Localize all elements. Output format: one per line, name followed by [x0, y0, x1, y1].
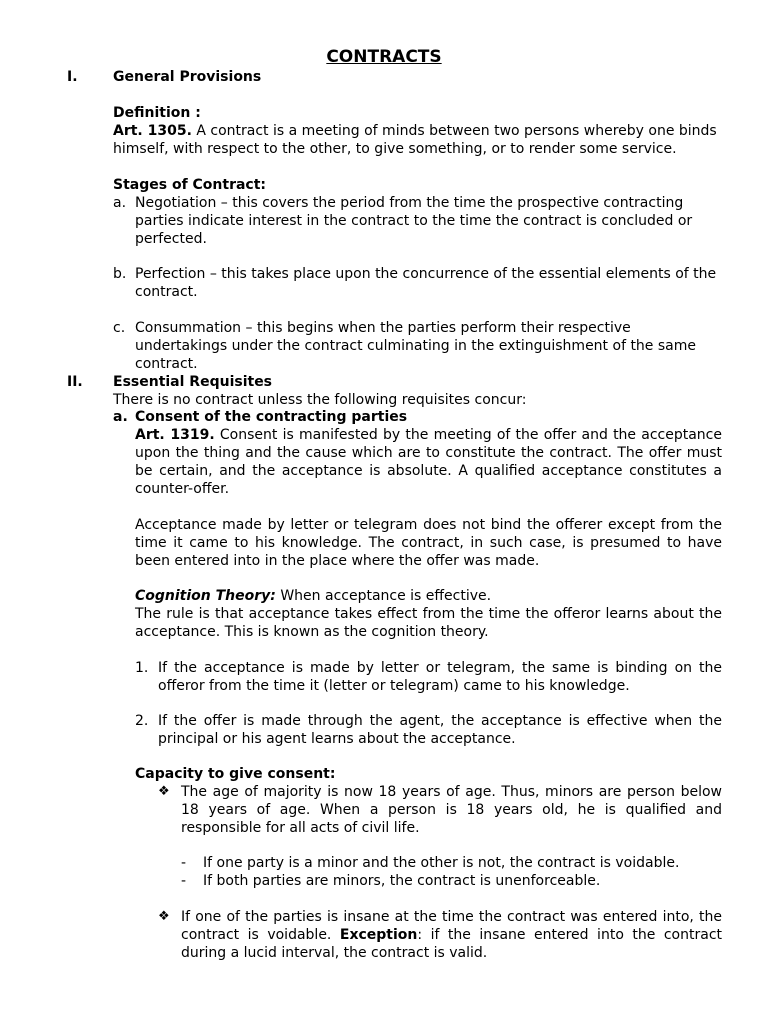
- bullet-2-text: [181, 908, 722, 962]
- exception-label: Exception: [339, 927, 418, 943]
- item-a-label: Consent of the contracting parties: [135, 409, 408, 425]
- dash-1-marker: -: [181, 855, 187, 871]
- section-1-heading: General Provisions: [113, 69, 262, 85]
- acceptance-paragraph: Acceptance made by letter or telegram does not bind the offerer except from the time it came to his knowledge. The contract, in such case, is presumed to have been entered into in the place where the offer was made.: [135, 517, 722, 569]
- document-title: CONTRACTS: [326, 47, 442, 67]
- bullet-1-text: The age of majority is now 18 years of age. Thus, minors are person below 18 years of age. When a person is 18 years old, he is qualified and responsible for all acts of civil life.: [181, 784, 722, 836]
- dash-2-marker: -: [181, 873, 187, 889]
- item-a-marker: a.: [113, 409, 128, 425]
- numbered-2-marker: 2.: [135, 713, 149, 729]
- section-1-number: I.: [67, 69, 78, 85]
- art-1305-ref: Art. 1305.: [113, 123, 192, 139]
- dash-2-text: If both parties are minors, the contract is unenforceable.: [203, 873, 601, 889]
- stage-a-marker: a.: [113, 195, 127, 211]
- art-1305-paragraph: [113, 122, 723, 158]
- section-2-number: II.: [67, 374, 83, 390]
- stage-c-text: Consummation – this begins when the parties perform their respective undertakings under the contract culminating in the extinguishment of the same contract.: [135, 320, 696, 372]
- art-1319-ref: Art. 1319.: [135, 427, 215, 443]
- cognition-intro: When acceptance is effective.: [275, 588, 492, 604]
- diamond-bullet-icon-2: ❖: [158, 909, 170, 924]
- stage-b-text: Perfection – this takes place upon the concurrence of the essential elements of the contract.: [135, 266, 717, 300]
- bullet-2-text-a: If one of the parties is insane at the time the contract was entered into, the contract is voidable.: [181, 909, 722, 943]
- cognition-paragraph: The rule is that acceptance takes effect from the time the offeror learns about the acceptance. This is known as the cognition theory.: [135, 606, 722, 640]
- numbered-1-marker: 1.: [135, 660, 149, 676]
- diamond-bullet-icon: ❖: [158, 784, 170, 799]
- art-1319-text: Consent is manifested by the meeting of the offer and the acceptance upon the thing and the cause which are to constitute the contract. The offer must be certain, and the acceptance is absolute. A qualified acceptance constitutes a counter-offer.: [135, 427, 722, 497]
- art-1305-text: A contract is a meeting of minds between two persons whereby one binds himself, with respect to the other, to give something, or to render some service.: [113, 123, 717, 157]
- section-2-intro: There is no contract unless the following requisites concur:: [113, 392, 527, 408]
- section-2-heading: Essential Requisites: [113, 374, 273, 390]
- art-1319-paragraph: [135, 426, 722, 498]
- numbered-2-text: If the offer is made through the agent, the acceptance is effective when the principal or his agent learns about the acceptance.: [158, 713, 722, 747]
- numbered-1-text: If the acceptance is made by letter or telegram, the same is binding on the offeror from the time it (letter or telegram) came to his knowledge.: [158, 660, 722, 694]
- capacity-label: Capacity to give consent:: [135, 766, 336, 782]
- definition-label: Definition :: [113, 105, 201, 121]
- stage-a-text: Negotiation – this covers the period from the time the prospective contracting parties indicate interest in the contract to the time the contract is concluded or perfected.: [135, 195, 693, 247]
- dash-1-text: If one party is a minor and the other is not, the contract is voidable.: [203, 855, 680, 871]
- stage-c-marker: c.: [113, 320, 126, 336]
- stages-label: Stages of Contract:: [113, 177, 267, 193]
- cognition-label: Cognition Theory:: [135, 588, 276, 604]
- stage-b-marker: b.: [113, 266, 127, 282]
- cognition-heading-line: [135, 587, 722, 605]
- bullet-2-text-b: : if the insane entered into the contract during a lucid interval, the contract is valid.: [181, 927, 723, 961]
